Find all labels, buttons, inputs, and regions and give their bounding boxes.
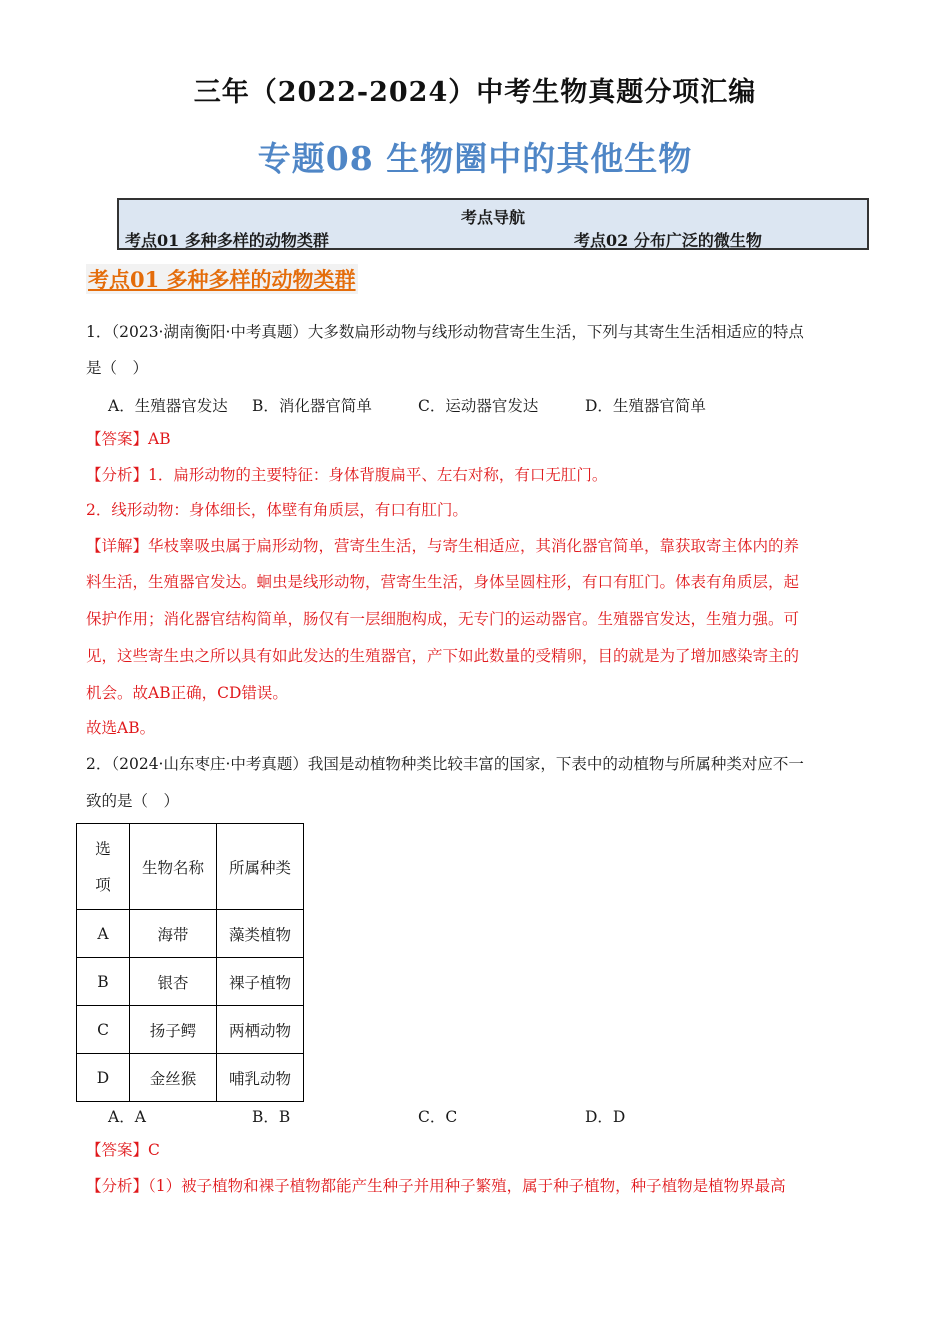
page-title: 三年（2022-2024）中考生物真题分项汇编 bbox=[193, 77, 757, 108]
q2-option-d: D．D bbox=[585, 1108, 626, 1126]
q2-stem-line2: 致的是（ ） bbox=[86, 792, 180, 810]
table-cell: 藻类植物 bbox=[217, 910, 304, 958]
table-row bbox=[77, 958, 304, 1006]
table-cell: A bbox=[77, 910, 130, 958]
q1-option-c: C．运动器官发达 bbox=[418, 397, 539, 415]
header-category-cell: 所属种类 bbox=[217, 824, 304, 910]
table-row bbox=[77, 1054, 304, 1102]
table-cell: B bbox=[77, 958, 130, 1006]
q1-analysis-line2: 2．线形动物：身体细长，体壁有角质层，有口有肛门。 bbox=[86, 501, 468, 519]
q1-conclusion: 故选AB。 bbox=[86, 719, 156, 737]
header-option-char-2: 项 bbox=[95, 875, 111, 894]
table-row bbox=[77, 1006, 304, 1054]
q1-stem-line1: 1．（2023·湖南衡阳·中考真题）大多数扁形动物与线形动物营寄生生活，下列与其寄生生活相适应的特点 bbox=[86, 323, 804, 341]
q2-option-c: C．C bbox=[418, 1108, 458, 1126]
q1-option-a: A．生殖器官发达 bbox=[108, 397, 228, 415]
nav-link-topic-02[interactable]: 考点02 分布广泛的微生物 bbox=[574, 231, 762, 250]
navigation-title: 考点导航 bbox=[460, 208, 525, 227]
table-cell: 裸子植物 bbox=[217, 958, 304, 1006]
table-row bbox=[77, 910, 304, 958]
table-cell: D bbox=[77, 1054, 130, 1102]
q1-analysis-line1: 【分析】1．扁形动物的主要特征：身体背腹扁平、左右对称，有口无肛门。 bbox=[86, 466, 608, 484]
nav-link-topic-01[interactable]: 考点01 多种多样的动物类群 bbox=[125, 231, 329, 250]
species-table bbox=[76, 823, 304, 1102]
table-header-row bbox=[77, 824, 304, 910]
header-option-char-1: 选 bbox=[95, 839, 111, 858]
q1-detail-line4: 见，这些寄生虫之所以具有如此发达的生殖器官，产下如此数量的受精卵，目的就是为了增加感染寄主的 bbox=[86, 647, 800, 665]
q1-stem-line2: 是（ ） bbox=[86, 359, 149, 377]
q1-detail-line2: 料生活，生殖器官发达。蛔虫是线形动物，营寄生生活，身体呈圆柱形，有口有肛门。体表有角质层，起 bbox=[86, 573, 800, 591]
table-cell: 两栖动物 bbox=[217, 1006, 304, 1054]
header-option-cell bbox=[77, 824, 130, 910]
table-cell: 海带 bbox=[130, 910, 217, 958]
q1-option-d: D．生殖器官简单 bbox=[585, 397, 706, 415]
header-name-cell: 生物名称 bbox=[130, 824, 217, 910]
q1-detail-line1: 【详解】华枝睾吸虫属于扁形动物，营寄生生活，与寄生相适应，其消化器官简单，靠获取寄主体内的养 bbox=[86, 537, 800, 555]
table-cell: 金丝猴 bbox=[130, 1054, 217, 1102]
q1-detail-line3: 保护作用；消化器官结构简单，肠仅有一层细胞构成，无专门的运动器官。生殖器官发达，生殖力强。可 bbox=[86, 610, 800, 628]
section-heading: 考点01 多种多样的动物类群 bbox=[86, 264, 358, 294]
topic-title: 专题08 生物圈中的其他生物 bbox=[257, 139, 693, 178]
table-cell: 扬子鳄 bbox=[130, 1006, 217, 1054]
q2-option-a: A．A bbox=[108, 1108, 146, 1126]
table-cell: C bbox=[77, 1006, 130, 1054]
q2-option-b: B．B bbox=[252, 1108, 291, 1126]
topic-navigation-box bbox=[117, 198, 869, 250]
q2-analysis-line1: 【分析】（1）被子植物和裸子植物都能产生种子并用种子繁殖，属于种子植物，种子植物是植物界最高 bbox=[86, 1177, 786, 1195]
q1-answer: 【答案】AB bbox=[86, 430, 171, 448]
q2-answer: 【答案】C bbox=[86, 1141, 160, 1159]
q1-option-b: B．消化器官简单 bbox=[252, 397, 372, 415]
q1-detail-line5: 机会。故AB正确，CD错误。 bbox=[86, 684, 288, 702]
q2-stem-line1: 2．（2024·山东枣庄·中考真题）我国是动植物种类比较丰富的国家，下表中的动植物与所属种类对应不一 bbox=[86, 755, 804, 773]
table-cell: 银杏 bbox=[130, 958, 217, 1006]
table-cell: 哺乳动物 bbox=[217, 1054, 304, 1102]
